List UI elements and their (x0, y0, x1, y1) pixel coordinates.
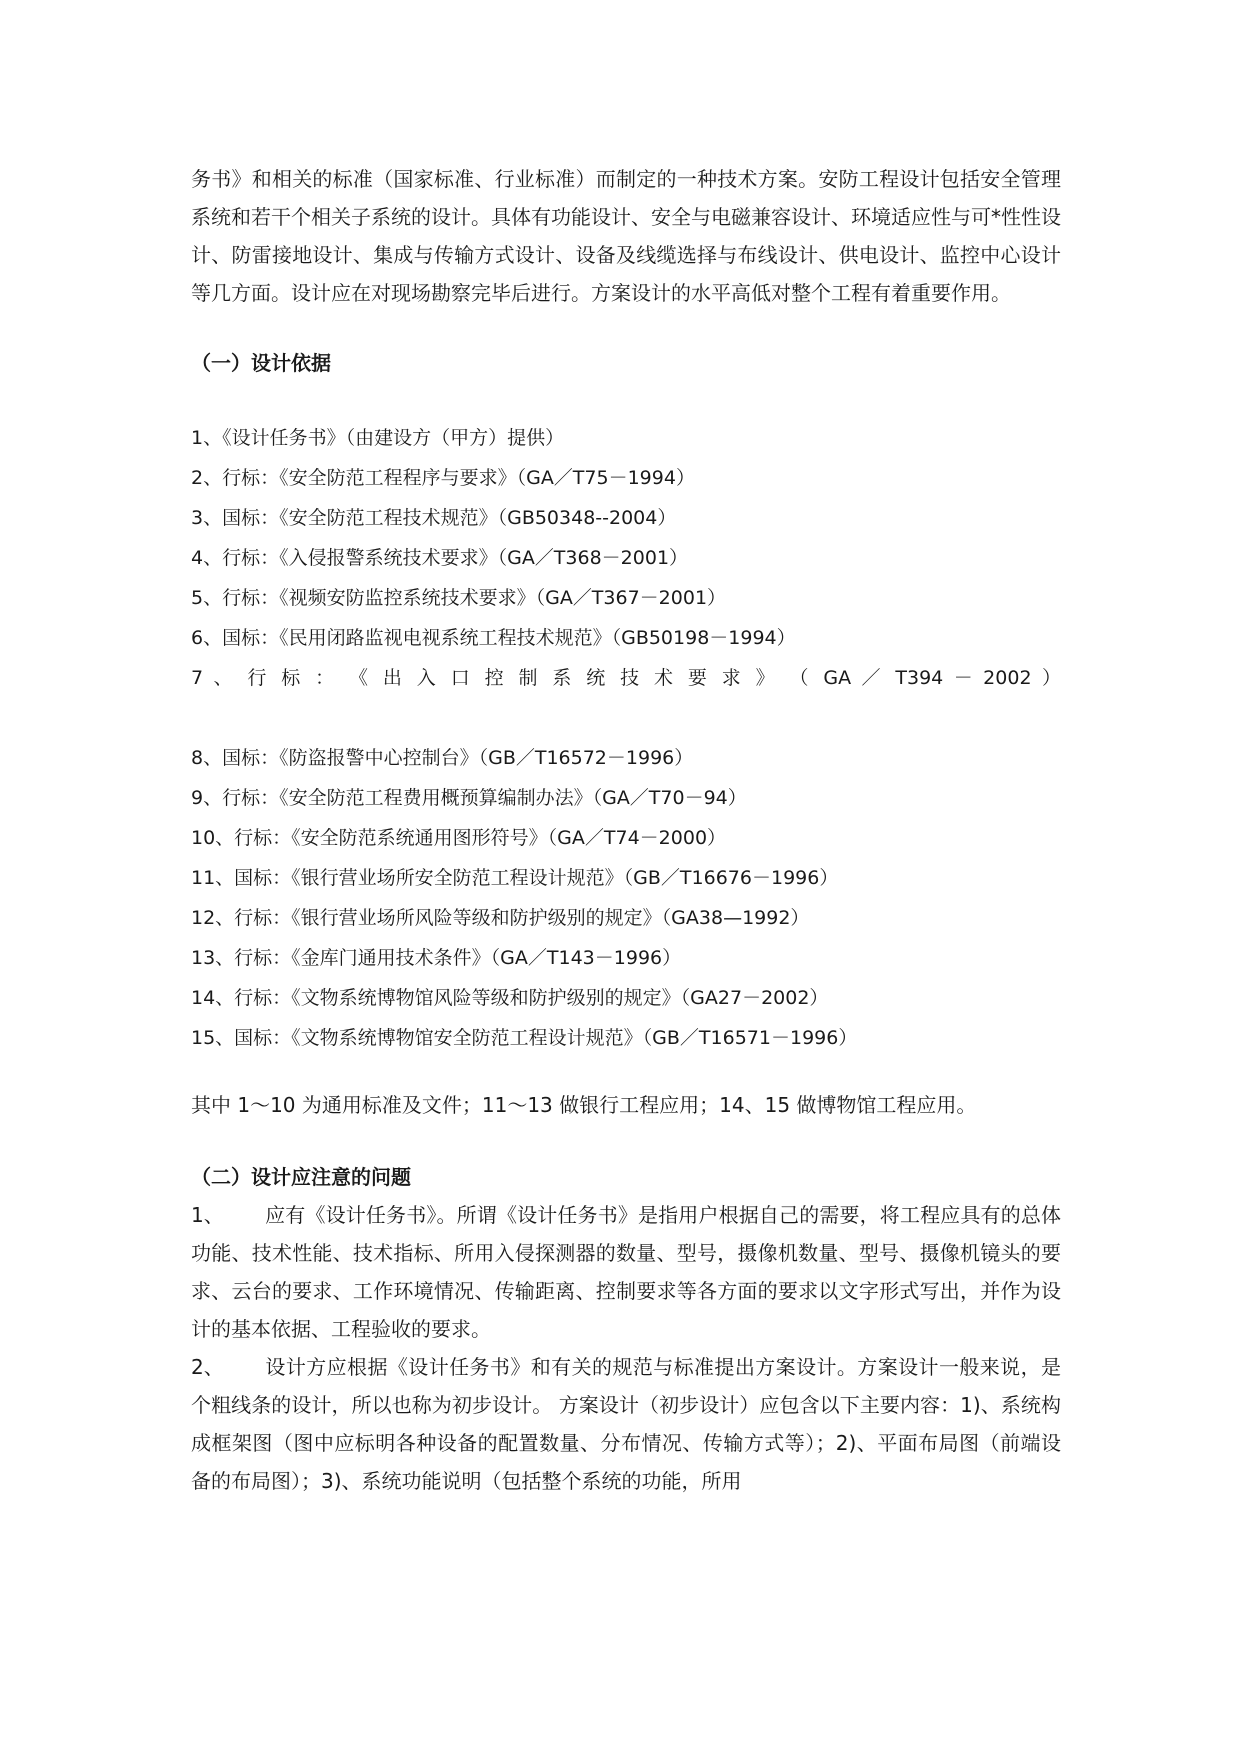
paragraph-number: 1、 (191, 1203, 224, 1227)
paragraph-text: 设计方应根据《设计任务书》和有关的规范与标准提出方案设计。方案设计一般来说，是个粗线条的设计，所以也称为初步设计。 方案设计（初步设计）应包含以下主要内容：1)、系统构成框架图（图中应标明各种设备的配置数量、分布情况、传输方式等）；2)、平面布局图（前端设备的布局图）；3)、系统功能说明（包括整个系统的功能，所用 (191, 1355, 1061, 1493)
list-item: 9、行标：《安全防范工程费用概预算编制办法》（GA／T70－94） (191, 787, 747, 809)
standards-usage-note: 其中 1～10 为通用标准及文件；11～13 做银行工程应用；14、15 做博物馆工程应用。 (191, 1093, 977, 1117)
list-item: 5、行标：《视频安防监控系统技术要求》（GA／T367－2001） (191, 587, 727, 609)
list-item: 11、国标：《银行营业场所安全防范工程设计规范》（GB／T16676－1996） (191, 867, 839, 889)
paragraph-text: 应有《设计任务书》。所谓《设计任务书》是指用户根据自己的需要，将工程应具有的总体功能、技术性能、技术指标、所用入侵探测器的数量、型号，摄像机数量、型号、摄像机镜头的要求、云台的要求、工作环境情况、传输距离、控制要求等各方面的要求以文字形式写出，并作为设计的基本依据、工程验收的要求。 (191, 1203, 1061, 1341)
list-item: 6、国标：《民用闭路监视电视系统工程技术规范》（GB50198－1994） (191, 627, 796, 649)
document-body (191, 160, 1061, 1500)
list-item: 4、行标：《入侵报警系统技术要求》（GA／T368－2001） (191, 547, 689, 569)
numbered-paragraph (191, 1348, 1061, 1500)
list-item: 2、行标：《安全防范工程程序与要求》（GA／T75－1994） (191, 467, 695, 489)
section-heading-design-basis: （一）设计依据 (191, 351, 331, 375)
list-item: 1、《设计任务书》（由建设方（甲方）提供） (191, 427, 565, 449)
list-item: 12、行标：《银行营业场所风险等级和防护级别的规定》（GA38—1992） (191, 907, 810, 929)
list-item: 14、行标：《文物系统博物馆风险等级和防护级别的规定》（GA27－2002） (191, 987, 829, 1009)
reference-standards-list (191, 418, 1061, 1058)
list-item: 10、行标：《安全防范系统通用图形符号》（GA／T74－2000） (191, 827, 727, 849)
list-item: 3、国标：《安全防范工程技术规范》（GB50348--2004） (191, 507, 677, 529)
section-heading-design-issues: （二）设计应注意的问题 (191, 1165, 411, 1189)
list-item: 8、国标：《防盗报警中心控制台》（GB／T16572－1996） (191, 747, 694, 769)
list-item: 7 、 行 标 ： 《 出 入 口 控 制 系 统 技 术 要 求 》 （ GA ／ T394 － 2002 ） (191, 667, 1061, 689)
numbered-paragraph (191, 1196, 1061, 1348)
list-item: 15、国标：《文物系统博物馆安全防范工程设计规范》（GB／T16571－1996） (191, 1027, 858, 1049)
intro-paragraph: 务书》和相关的标准（国家标准、行业标准）而制定的一种技术方案。安防工程设计包括安全管理系统和若干个相关子系统的设计。具体有功能设计、安全与电磁兼容设计、环境适应性与可*性性设计、防雷接地设计、集成与传输方式设计、设备及线缆选择与布线设计、供电设计、监控中心设计等几方面。设计应在对现场勘察完毕后进行。方案设计的水平高低对整个工程有着重要作用。 (191, 167, 1061, 305)
paragraph-number: 2、 (191, 1355, 224, 1379)
list-item: 13、行标：《金库门通用技术条件》（GA／T143－1996） (191, 947, 682, 969)
